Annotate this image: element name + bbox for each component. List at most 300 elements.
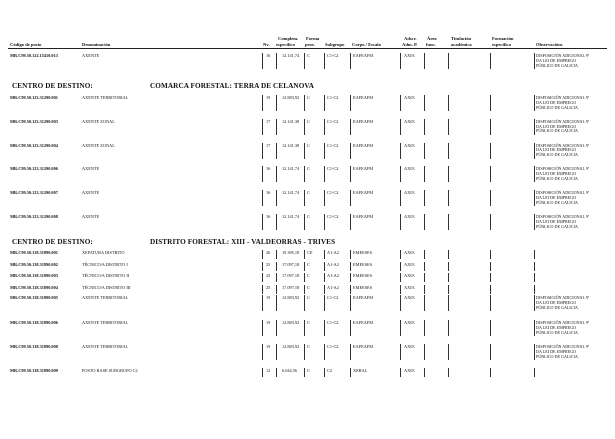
cell-observacions: DISPOSICIÓN ADICIONAL 9ª	[536, 295, 590, 300]
column-divider	[262, 190, 263, 206]
cell-forma: C	[307, 166, 310, 172]
header-rule	[8, 48, 607, 49]
column-divider	[324, 250, 325, 259]
column-divider	[534, 190, 535, 206]
cell-observacions: DISPOSICIÓN ADICIONAL 9ª	[536, 344, 590, 349]
column-divider	[304, 285, 305, 294]
cell-complem: 12.883,92	[282, 344, 300, 349]
column-divider	[400, 214, 401, 230]
cell-complem: 12.141,74	[282, 166, 300, 172]
cell-observacions: DISPOSICIÓN ADICIONAL 9ª	[536, 53, 590, 58]
column-divider	[304, 320, 305, 336]
cell-observacions: DISPOSICIÓN ADICIONAL 9ª	[536, 95, 590, 100]
cell-adscr: AX03	[404, 95, 415, 100]
cell-corpo: EMEESES	[353, 284, 373, 290]
column-divider	[324, 368, 325, 377]
column-divider	[534, 295, 535, 311]
column-divider	[424, 344, 425, 360]
column-divider	[448, 214, 449, 230]
cell-nv: 17	[266, 118, 271, 124]
cell-denom: AXENTE ZONAL	[82, 142, 115, 148]
column-divider	[448, 250, 449, 259]
cell-subgrupo: C1-C2	[327, 320, 339, 325]
column-divider	[424, 250, 425, 259]
column-divider	[400, 53, 401, 69]
column-divider	[490, 190, 491, 206]
cell-subgrupo: C2	[327, 368, 333, 373]
column-divider	[350, 250, 351, 259]
cell-nv: 25	[266, 284, 271, 290]
column-divider	[490, 95, 491, 111]
header-complem-2: específico	[276, 42, 295, 47]
cell-observacions: DISPOSICIÓN ADICIONAL 9ª	[536, 142, 590, 148]
cell-denom: AXENTE	[82, 214, 100, 219]
section-label-celanova: CENTRO DE DESTINO:	[12, 82, 93, 90]
column-divider	[534, 250, 535, 259]
cell-adscr: AX03	[404, 295, 415, 300]
column-divider	[400, 166, 401, 182]
column-divider	[262, 368, 263, 377]
column-divider	[276, 295, 277, 311]
cell-adscr: AX03	[404, 344, 415, 349]
column-divider	[490, 166, 491, 182]
column-divider	[304, 190, 305, 206]
header-titulacion-1: Titulación	[451, 36, 472, 41]
column-divider	[490, 285, 491, 294]
column-divider	[424, 214, 425, 230]
cell-nv: 16	[266, 190, 271, 196]
column-divider	[276, 119, 277, 135]
cell-code: MR.C99.50.122.15410.013	[10, 53, 58, 58]
cell-code: MR.C99.50.138.31890.001	[10, 250, 58, 255]
cell-denom: XEFATURA DISTRITO	[82, 250, 125, 255]
column-divider	[276, 250, 277, 259]
column-divider	[350, 143, 351, 159]
cell-corpo: EMEESES	[353, 250, 373, 255]
cell-observacions: DA LEI DE EMPREGO	[536, 99, 577, 105]
cell-forma: C	[307, 295, 310, 300]
header-codigo: Código de posto	[10, 42, 42, 47]
cell-corpo: EAFEAFM	[353, 295, 374, 300]
header-subgrupo: Subgrupo	[325, 42, 345, 47]
cell-corpo: EAFEAFM	[353, 214, 374, 219]
column-divider	[324, 344, 325, 360]
column-divider	[448, 166, 449, 182]
column-divider	[424, 285, 425, 294]
column-divider	[490, 273, 491, 282]
cell-denom: TÉCNICO/A DISTRITO II	[82, 273, 130, 278]
cell-observacions: DA LEI DE EMPREGO	[536, 57, 577, 63]
column-divider	[400, 295, 401, 311]
column-divider	[424, 95, 425, 111]
column-divider	[400, 320, 401, 336]
cell-adscr: AX03	[404, 320, 415, 325]
cell-adscr: AX03	[404, 284, 415, 290]
column-divider	[534, 95, 535, 111]
header-formacion-1: Formación	[492, 36, 514, 41]
cell-complem: 17.097,18	[282, 261, 300, 267]
header-denominacion: Denominación	[82, 42, 111, 47]
column-divider	[424, 119, 425, 135]
cell-observacions: PÚBLICO DE GALICIA.	[536, 176, 579, 181]
cell-code: MR.C99.50.138.31890.005	[10, 295, 58, 300]
cell-nv: 19	[266, 295, 271, 300]
column-divider	[262, 143, 263, 159]
column-divider	[490, 250, 491, 259]
column-divider	[448, 273, 449, 282]
column-divider	[276, 262, 277, 271]
column-divider	[424, 190, 425, 206]
cell-subgrupo: C1-C2	[327, 53, 339, 58]
column-divider	[448, 344, 449, 360]
cell-complem: 12.141,38	[282, 142, 300, 148]
column-divider	[304, 143, 305, 159]
cell-denom: POSTO BASE SUBGRUPO C2	[82, 368, 138, 373]
cell-code: MR.C99.50.123.31290.004	[10, 142, 58, 148]
column-divider	[448, 53, 449, 69]
column-divider	[424, 166, 425, 182]
column-divider	[350, 95, 351, 111]
column-divider	[448, 95, 449, 111]
column-divider	[424, 368, 425, 377]
column-divider	[400, 344, 401, 360]
column-divider	[350, 273, 351, 282]
cell-nv: 17	[266, 142, 271, 148]
column-divider	[324, 53, 325, 69]
column-divider	[448, 320, 449, 336]
column-divider	[448, 143, 449, 159]
header-area-1: Área	[427, 36, 437, 41]
column-divider	[276, 190, 277, 206]
cell-corpo: EAFEAFM	[353, 344, 374, 349]
cell-nv: 25	[266, 273, 271, 278]
cell-observacions: DISPOSICIÓN ADICIONAL 9ª	[536, 190, 590, 196]
cell-denom: AXENTE ZONAL	[82, 118, 115, 124]
column-divider	[262, 53, 263, 69]
cell-subgrupo: A1-A2	[327, 273, 339, 278]
column-divider	[324, 190, 325, 206]
column-divider	[276, 320, 277, 336]
column-divider	[424, 53, 425, 69]
cell-observacions: DA LEI DE EMPREGO	[536, 348, 577, 354]
column-divider	[276, 344, 277, 360]
cell-forma: C	[307, 190, 310, 196]
cell-forma: C	[307, 53, 310, 58]
cell-subgrupo: C1-C2	[327, 142, 339, 148]
column-divider	[324, 285, 325, 294]
cell-denom: AXENTE	[82, 166, 100, 172]
column-divider	[490, 295, 491, 311]
column-divider	[324, 119, 325, 135]
column-divider	[262, 285, 263, 294]
column-divider	[262, 295, 263, 311]
cell-complem: 6.044,56	[282, 368, 298, 373]
cell-nv: 25	[266, 261, 271, 267]
cell-corpo: EAFEAFM	[353, 166, 374, 172]
cell-observacions: DA LEI DE EMPREGO	[536, 171, 577, 177]
cell-nv: 19	[266, 320, 271, 325]
column-divider	[262, 250, 263, 259]
column-divider	[276, 143, 277, 159]
cell-observacions: PÚBLICO DE GALICIA.	[536, 353, 579, 359]
column-divider	[304, 344, 305, 360]
cell-forma: C	[307, 368, 310, 373]
cell-nv: 26	[266, 250, 271, 255]
cell-subgrupo: C1-C2	[327, 95, 339, 100]
column-divider	[534, 262, 535, 271]
column-divider	[424, 320, 425, 336]
column-divider	[304, 214, 305, 230]
header-nv: Nv.	[263, 42, 270, 47]
column-divider	[448, 190, 449, 206]
column-divider	[400, 285, 401, 294]
cell-complem: 12.883,92	[282, 95, 300, 100]
cell-corpo: EAFEAFM	[353, 320, 374, 325]
cell-denom: AXENTE TERRITORIAL	[82, 95, 129, 100]
column-divider	[262, 262, 263, 271]
column-divider	[276, 166, 277, 182]
column-divider	[400, 95, 401, 111]
cell-adscr: AX03	[404, 261, 415, 267]
column-divider	[324, 295, 325, 311]
cell-adscr: AX03	[404, 166, 415, 172]
cell-observacions: DA LEI DE EMPREGO	[536, 299, 577, 305]
cell-observacions: DISPOSICIÓN ADICIONAL 9ª	[536, 320, 590, 325]
column-divider	[448, 295, 449, 311]
cell-forma: C	[307, 95, 310, 100]
column-divider	[490, 143, 491, 159]
column-divider	[304, 262, 305, 271]
column-divider	[490, 344, 491, 360]
cell-complem: 12.883,92	[282, 320, 300, 325]
cell-observacions: DISPOSICIÓN ADICIONAL 9ª	[536, 166, 590, 172]
column-divider	[276, 368, 277, 377]
column-divider	[276, 95, 277, 111]
column-divider	[448, 119, 449, 135]
cell-observacions: PÚBLICO DE GALICIA.	[536, 223, 579, 229]
cell-nv: 19	[266, 95, 271, 100]
cell-code: MR.C99.50.123.31290.006	[10, 166, 58, 172]
column-divider	[324, 166, 325, 182]
header-forma-1: Forma	[306, 36, 320, 41]
cell-forma: C	[307, 214, 310, 219]
section-name-valdeorras: DISTRITO FORESTAL: XIII - VALDEORRAS - TRIVES	[150, 238, 336, 246]
cell-observacions: PÚBLICO DE GALICIA.	[536, 199, 579, 205]
column-divider	[304, 250, 305, 259]
cell-nv: 16	[266, 166, 271, 172]
cell-corpo: EMEESES	[353, 273, 373, 278]
cell-code: MR.C99.50.138.31890.008	[10, 344, 58, 349]
cell-code: MR.C99.50.138.31890.009	[10, 368, 58, 373]
cell-complem: 17.097,18	[282, 273, 300, 278]
cell-subgrupo: A1-A2	[327, 284, 339, 290]
column-divider	[262, 119, 263, 135]
header-corpo: Corpo / Escala	[352, 42, 381, 47]
cell-observacions: PÚBLICO DE GALICIA.	[536, 304, 579, 310]
cell-complem: 12.141,74	[282, 190, 300, 196]
cell-adscr: AX03	[404, 190, 415, 196]
cell-adscr: AX03	[404, 368, 415, 373]
column-divider	[534, 368, 535, 377]
column-divider	[424, 262, 425, 271]
column-divider	[324, 143, 325, 159]
cell-denom: AXENTE TERRITORIAL	[82, 320, 129, 325]
column-divider	[400, 190, 401, 206]
cell-corpo: EAFEAFM	[353, 53, 374, 58]
cell-forma: CE	[307, 250, 313, 255]
column-divider	[304, 119, 305, 135]
cell-observacions: DA LEI DE EMPREGO	[536, 218, 577, 224]
column-divider	[324, 214, 325, 230]
cell-code: MR.C99.50.123.31290.003	[10, 118, 58, 124]
column-divider	[262, 320, 263, 336]
cell-observacions: DA LEI DE EMPREGO	[536, 147, 577, 153]
column-divider	[350, 214, 351, 230]
column-divider	[534, 320, 535, 336]
cell-corpo: EAFEAFM	[353, 95, 374, 100]
cell-observacions: PÚBLICO DE GALICIA.	[536, 152, 579, 158]
header-complem-1: Complem.	[278, 36, 299, 41]
header-adscr-1: Adscr.	[404, 36, 417, 41]
column-divider	[350, 190, 351, 206]
column-divider	[534, 273, 535, 282]
cell-complem: 12.883,92	[282, 295, 300, 300]
column-divider	[350, 119, 351, 135]
column-divider	[400, 119, 401, 135]
cell-corpo: XERAL	[353, 368, 368, 373]
column-divider	[262, 214, 263, 230]
header-adscr-2: Adm. P.	[402, 42, 418, 47]
cell-adscr: AX03	[404, 53, 415, 58]
cell-complem: 12.141,38	[282, 118, 300, 124]
cell-adscr: AX03	[404, 142, 415, 148]
column-divider	[324, 273, 325, 282]
cell-complem: 19.385,18	[282, 250, 300, 255]
cell-observacions: DISPOSICIÓN ADICIONAL 9ª	[536, 214, 590, 219]
cell-observacions: DA LEI DE EMPREGO	[536, 195, 577, 200]
column-divider	[350, 262, 351, 271]
column-divider	[324, 95, 325, 111]
cell-corpo: EMEESES	[353, 261, 373, 267]
cell-forma: C	[307, 261, 310, 267]
column-divider	[534, 53, 535, 69]
header-titulacion-2: académica	[451, 42, 472, 47]
column-divider	[276, 285, 277, 294]
cell-forma: C	[307, 320, 310, 325]
column-divider	[424, 273, 425, 282]
cell-complem: 12.141,74	[282, 53, 300, 58]
cell-subgrupo: A1-A2	[327, 250, 339, 255]
column-divider	[304, 295, 305, 311]
column-divider	[262, 166, 263, 182]
column-divider	[448, 368, 449, 377]
column-divider	[262, 273, 263, 282]
cell-code: MR.C99.50.123.31290.007	[10, 190, 58, 196]
cell-code: MR.C99.50.138.31890.004	[10, 284, 58, 290]
cell-corpo: EAFEAFM	[353, 190, 374, 196]
column-divider	[350, 166, 351, 182]
cell-forma: C	[307, 344, 310, 349]
column-divider	[490, 368, 491, 377]
cell-denom: AXENTE TERRITORIAL	[82, 344, 129, 349]
column-divider	[324, 320, 325, 336]
column-divider	[304, 95, 305, 111]
cell-forma: C	[307, 273, 310, 278]
cell-nv: 12	[266, 368, 271, 373]
cell-subgrupo: C1-C2	[327, 166, 339, 172]
column-divider	[448, 262, 449, 271]
cell-nv: 16	[266, 53, 271, 58]
cell-subgrupo: A1-A2	[327, 261, 339, 267]
column-divider	[534, 166, 535, 182]
cell-observacions: DA LEI DE EMPREGO	[536, 324, 577, 330]
cell-observacions: PÚBLICO DE GALICIA.	[536, 104, 579, 110]
header-forma-2: prov.	[305, 42, 315, 47]
cell-subgrupo: C1-C2	[327, 295, 339, 300]
column-divider	[276, 214, 277, 230]
cell-nv: 19	[266, 344, 271, 349]
column-divider	[448, 285, 449, 294]
cell-denom: TÉCNICO/A DISTRITO I	[82, 261, 128, 267]
header-area-2: func.	[426, 42, 436, 47]
header-observacions: Observacións	[536, 42, 563, 47]
column-divider	[262, 344, 263, 360]
column-divider	[490, 262, 491, 271]
cell-denom: AXENTE	[82, 53, 100, 58]
column-divider	[324, 262, 325, 271]
column-divider	[400, 262, 401, 271]
column-divider	[534, 119, 535, 135]
cell-adscr: AX03	[404, 250, 415, 255]
cell-corpo: EAFEAFM	[353, 142, 374, 148]
cell-observacions: DA LEI DE EMPREGO	[536, 123, 577, 129]
column-divider	[262, 95, 263, 111]
cell-nv: 16	[266, 214, 271, 219]
cell-code: MR.C99.50.123.31290.001	[10, 95, 58, 100]
cell-complem: 12.141,74	[282, 214, 300, 219]
column-divider	[276, 273, 277, 282]
column-divider	[534, 214, 535, 230]
cell-observacions: DISPOSICIÓN ADICIONAL 9ª	[536, 118, 590, 124]
cell-denom: TÉCNICO/A DISTRITO III	[82, 284, 131, 290]
column-divider	[400, 250, 401, 259]
section-name-celanova: COMARCA FORESTAL: TERRA DE CELANOVA	[150, 82, 315, 90]
cell-code: MR.C99.50.138.31890.003	[10, 273, 58, 278]
cell-code: MR.C99.50.123.31290.008	[10, 214, 58, 219]
cell-complem: 17.097,18	[282, 284, 300, 290]
column-divider	[304, 166, 305, 182]
column-divider	[350, 368, 351, 377]
cell-adscr: AX03	[404, 273, 415, 278]
cell-observacions: PÚBLICO DE GALICIA.	[536, 62, 579, 68]
section-label-valdeorras: CENTRO DE DESTINO:	[12, 238, 93, 246]
column-divider	[534, 143, 535, 159]
cell-forma: C	[307, 284, 310, 290]
column-divider	[400, 273, 401, 282]
cell-subgrupo: C1-C2	[327, 214, 339, 219]
column-divider	[350, 320, 351, 336]
column-divider	[490, 214, 491, 230]
cell-denom: AXENTE TERRITORIAL	[82, 295, 129, 300]
column-divider	[424, 143, 425, 159]
cell-observacions: PÚBLICO DE GALICIA.	[536, 329, 579, 335]
cell-code: MR.C99.50.138.31890.002	[10, 261, 58, 267]
column-divider	[400, 143, 401, 159]
column-divider	[534, 285, 535, 294]
cell-corpo: EAFEAFM	[353, 118, 374, 124]
cell-subgrupo: C1-C2	[327, 344, 339, 349]
cell-subgrupo: C1-C2	[327, 190, 339, 196]
